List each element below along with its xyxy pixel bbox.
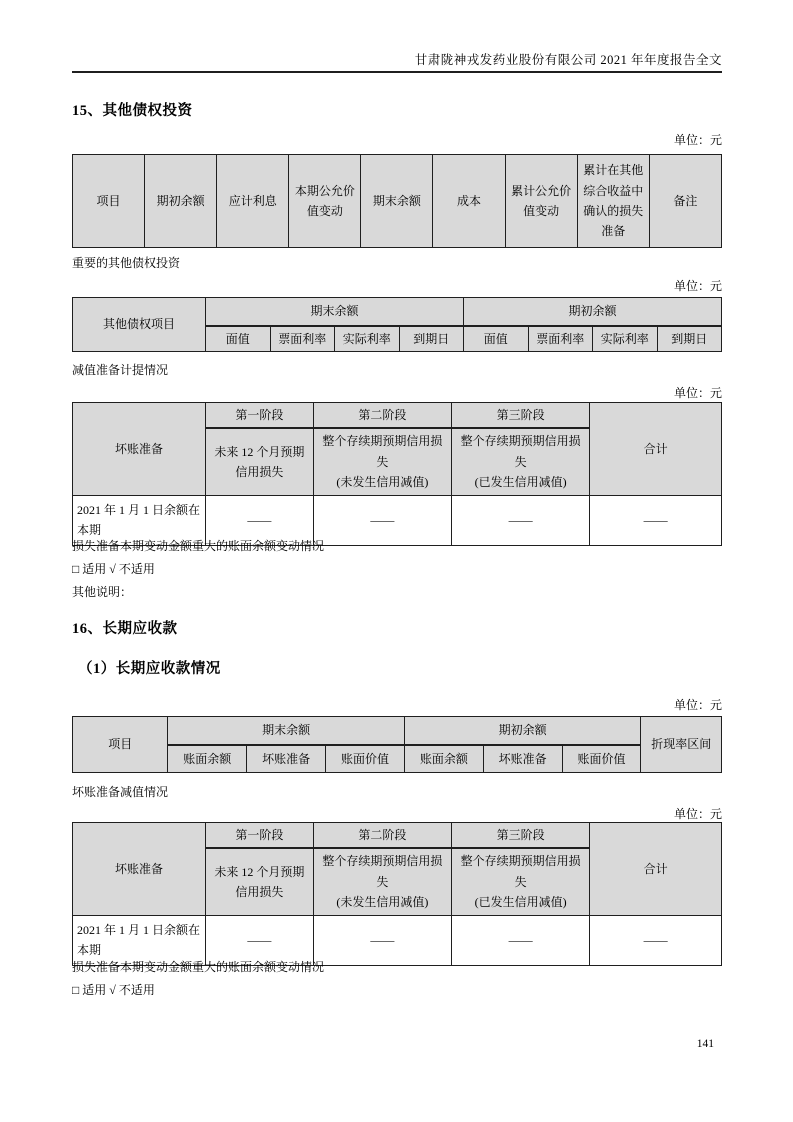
unit-label-4: 单位：元 [673, 698, 722, 712]
stage-3-description [451, 848, 589, 915]
stage-desc-text: 整个存续期预期信用损失 [460, 854, 581, 889]
other-description-note: 其他说明： [72, 585, 133, 599]
header-cell-coupon-rate: 票面利率 [270, 326, 335, 352]
stage-1-description [206, 428, 314, 495]
header-cell-face-value: 面值 [464, 326, 529, 352]
table-group-header-row [73, 717, 722, 745]
page-number: 141 [696, 1038, 714, 1050]
data-cell-dash: —— [206, 915, 314, 965]
loss-provision-note-2: 损失准备本期变动金额重大的账面余额变动情况 [72, 960, 325, 974]
header-cell-stage-1: 第一阶段 [206, 403, 314, 429]
header-cell-stage-3: 第三阶段 [451, 823, 589, 849]
header-cell-stage-2: 第二阶段 [313, 403, 451, 429]
stage-subdesc-text: (未发生信用减值) [336, 895, 429, 910]
stage-subdesc-text: (未发生信用减值) [336, 475, 429, 490]
applicable-checkbox-line-1: □ 适用 √ 不适用 [72, 562, 155, 576]
data-cell-dash: —— [590, 495, 722, 545]
header-cell-book-balance: 账面余额 [404, 745, 483, 773]
header-cell-effective-rate: 实际利率 [593, 326, 658, 352]
section-16-heading: 16、长期应收款 [72, 621, 178, 637]
data-cell-dash: —— [313, 915, 451, 965]
bad-debt-impairment-note: 坏账准备减值情况 [72, 785, 169, 799]
unit-label-5: 单位：元 [673, 807, 722, 821]
section-16-subheading: （1）长期应收款情况 [78, 661, 221, 677]
bad-debt-stage-table-1 [72, 402, 722, 546]
long-term-receivable-table [72, 716, 722, 773]
data-cell-dash: —— [451, 495, 589, 545]
header-cell-item: 项目 [73, 717, 168, 773]
header-cell-effective-rate: 实际利率 [335, 326, 400, 352]
header-cell-maturity-date: 到期日 [399, 326, 464, 352]
header-cell-coupon-rate: 票面利率 [528, 326, 593, 352]
stage-desc-text: 未来 12 个月预期信用损失 [214, 864, 305, 899]
page-header-title: 甘肃陇神戎发药业股份有限公司 2021 年年度报告全文 [414, 53, 722, 67]
header-cell-bad-debt: 坏账准备 [73, 403, 206, 496]
impairment-provision-note: 减值准备计提情况 [72, 363, 169, 377]
table-header-row [73, 155, 722, 248]
header-cell-opening-group: 期初余额 [404, 717, 641, 745]
header-cell-face-value: 面值 [206, 326, 271, 352]
table-subheader-row [73, 745, 722, 773]
stage-desc-text: 整个存续期预期信用损失 [460, 434, 581, 469]
important-debt-detail-table [72, 297, 722, 352]
stage-header-row [73, 823, 722, 849]
header-cell-bad-debt-provision: 坏账准备 [247, 745, 326, 773]
header-cell-stage-3: 第三阶段 [451, 403, 589, 429]
header-cell-closing-group: 期末余额 [206, 298, 464, 326]
other-debt-investment-table [72, 154, 722, 248]
header-cell-total: 合计 [590, 823, 722, 916]
data-cell-dash: —— [451, 915, 589, 965]
header-cell-book-balance: 账面余额 [168, 745, 247, 773]
data-cell-dash: —— [590, 915, 722, 965]
unit-label-2: 单位：元 [673, 279, 722, 293]
data-cell-dash: —— [206, 495, 314, 545]
row-label-opening-balance: 2021 年 1 月 1 日余额在本期 [73, 495, 206, 545]
loss-provision-note-1: 损失准备本期变动金额重大的账面余额变动情况 [72, 539, 325, 553]
stage-2-description [313, 848, 451, 915]
important-debt-note: 重要的其他债权投资 [72, 256, 181, 270]
header-cell-closing-group: 期末余额 [168, 717, 405, 745]
header-cell-accrued-interest: 应计利息 [217, 155, 289, 248]
header-cell-cost: 成本 [433, 155, 505, 248]
header-cell-stage-2: 第二阶段 [313, 823, 451, 849]
stage-desc-text: 整个存续期预期信用损失 [322, 434, 443, 469]
header-cell-remark: 备注 [649, 155, 721, 248]
header-cell-cumulative-fair-value: 累计公允价值变动 [505, 155, 577, 248]
header-cell-maturity-date: 到期日 [657, 326, 721, 352]
header-cell-total: 合计 [590, 403, 722, 496]
unit-label-1: 单位：元 [673, 133, 722, 147]
header-cell-stage-1: 第一阶段 [206, 823, 314, 849]
stage-1-description [206, 848, 314, 915]
header-cell-bad-debt-provision: 坏账准备 [483, 745, 562, 773]
applicable-checkbox-line-2: □ 适用 √ 不适用 [72, 983, 155, 997]
data-cell-dash: —— [313, 495, 451, 545]
stage-header-row [73, 403, 722, 429]
stage-desc-text: 整个存续期预期信用损失 [322, 854, 443, 889]
bad-debt-stage-table-2 [72, 822, 722, 966]
unit-label-3: 单位：元 [673, 386, 722, 400]
header-cell-opening-group: 期初余额 [464, 298, 722, 326]
header-rule [72, 71, 722, 73]
header-cell-book-value: 账面价值 [326, 745, 405, 773]
header-cell-opening-balance: 期初余额 [145, 155, 217, 248]
table-group-header-row [73, 298, 722, 326]
header-cell-closing-balance: 期末余额 [361, 155, 433, 248]
header-cell-discount-rate: 折现率区间 [641, 717, 722, 773]
stage-2-description [313, 428, 451, 495]
stage-3-description [451, 428, 589, 495]
header-cell-fair-value-change: 本期公允价值变动 [289, 155, 361, 248]
header-cell-debt-item: 其他债权项目 [73, 298, 206, 352]
stage-subdesc-text: (已发生信用减值) [474, 895, 567, 910]
header-cell-bad-debt: 坏账准备 [73, 823, 206, 916]
stage-desc-text: 未来 12 个月预期信用损失 [214, 444, 305, 479]
header-cell-oci-loss-provision: 累计在其他综合收益中确认的损失准备 [577, 155, 649, 248]
header-cell-item: 项目 [73, 155, 145, 248]
header-cell-book-value: 账面价值 [562, 745, 641, 773]
row-label-opening-balance: 2021 年 1 月 1 日余额在本期 [73, 915, 206, 965]
section-15-heading: 15、其他债权投资 [72, 103, 193, 119]
stage-subdesc-text: (已发生信用减值) [474, 475, 567, 490]
